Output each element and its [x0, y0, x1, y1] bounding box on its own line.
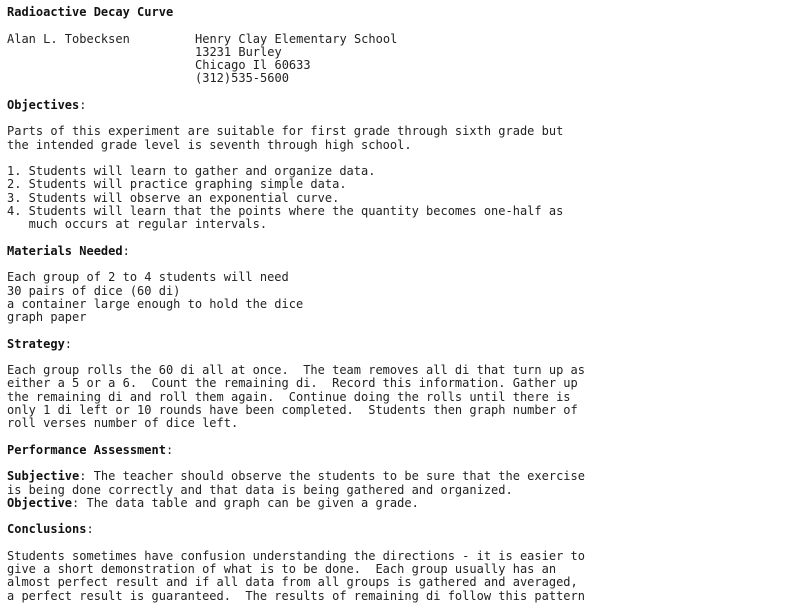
school-city: Chicago Il 60633	[195, 58, 311, 73]
heading-text: Strategy	[7, 336, 65, 351]
blank-line	[7, 510, 585, 523]
school-street: 13231 Burley	[195, 44, 282, 59]
colon: :	[122, 243, 130, 258]
blank-line	[7, 232, 585, 245]
materials-heading	[7, 245, 585, 258]
strategy-heading	[7, 338, 585, 351]
heading-text: Conclusions	[7, 522, 87, 537]
colon: :	[79, 97, 87, 112]
materials-line: 30 pairs of dice (60 di)	[7, 283, 181, 298]
objective-label: Objective	[7, 495, 73, 510]
blank-line	[7, 19, 585, 32]
objectives-intro: the intended grade level is seventh through high school.	[7, 137, 412, 152]
materials-line: a container large enough to hold the dice	[7, 296, 304, 311]
heading-text: Objectives	[7, 97, 80, 112]
title-text: Radioactive Decay Curve	[7, 5, 174, 19]
strategy-line: roll verses number of dice left.	[7, 416, 239, 431]
heading-text: Materials Needed	[7, 243, 123, 258]
conclusions-line: a perfect result is guaranteed. The results of remaining di follow this pattern	[7, 588, 585, 603]
objectives-intro: Parts of this experiment are suitable for first grade through sixth grade but	[7, 124, 564, 139]
heading-text: Performance Assessment	[7, 442, 166, 457]
objective-text: : The data table and graph can be given a grade.	[72, 495, 419, 510]
document-title	[7, 6, 585, 19]
objective-item: 4. Students will learn that the points where the quantity becomes one-half as	[7, 203, 564, 218]
strategy-line: the remaining di and roll them again. Continue doing the rolls until there is	[7, 389, 571, 404]
blank-line	[7, 431, 585, 444]
objective-item: 1. Students will learn to gather and organize data.	[7, 164, 376, 179]
conclusions-heading	[7, 523, 585, 536]
document	[7, 6, 585, 603]
objective-item: 3. Students will observe an exponential curve.	[7, 190, 340, 205]
school-name: Henry Clay Elementary School	[195, 31, 398, 46]
assessment-heading	[7, 444, 585, 457]
subjective-label: Subjective	[7, 469, 80, 484]
blank-line	[7, 112, 585, 125]
strategy-line: either a 5 or a 6. Count the remaining di. Record this information. Gather up	[7, 376, 578, 391]
blank-line	[7, 152, 585, 165]
blank-line	[7, 258, 585, 271]
blank-line	[7, 537, 585, 550]
school-phone: (312)535-5600	[195, 71, 289, 86]
materials-line: Each group of 2 to 4 students will need	[7, 270, 289, 285]
materials-line: graph paper	[7, 310, 87, 325]
author-line	[7, 33, 585, 46]
subjective-line: is being done correctly and that data is being gathered and organized.	[7, 482, 513, 497]
blank-line	[7, 351, 585, 364]
strategy-line: only 1 di left or 10 rounds have been completed. Students then graph number of	[7, 402, 578, 417]
objective-line	[7, 497, 585, 510]
conclusions-line: Students sometimes have confusion understanding the directions - it is easier to	[7, 548, 585, 563]
colon: :	[64, 336, 73, 351]
subjective-text: : The teacher should observe the students to be sure that the exercise	[79, 469, 585, 484]
subjective-line	[7, 470, 585, 483]
conclusions-line: almost perfect result and if all data from all groups is gathered and averaged,	[7, 575, 578, 590]
objective-item: 2. Students will practice graphing simple data.	[7, 177, 347, 192]
blank-line	[7, 457, 585, 470]
conclusions-line: give a short demonstration of what is to be done. Each group usually has an	[7, 562, 557, 577]
blank-line	[7, 86, 585, 99]
author-name: Alan L. Tobecksen	[7, 31, 130, 46]
colon: :	[165, 442, 174, 457]
strategy-line: Each group rolls the 60 di all at once. The team removes all di that turn up as	[7, 363, 585, 378]
blank-line	[7, 324, 585, 337]
colon: :	[86, 522, 94, 537]
objective-item: much occurs at regular intervals.	[7, 217, 268, 232]
objectives-heading	[7, 99, 585, 112]
